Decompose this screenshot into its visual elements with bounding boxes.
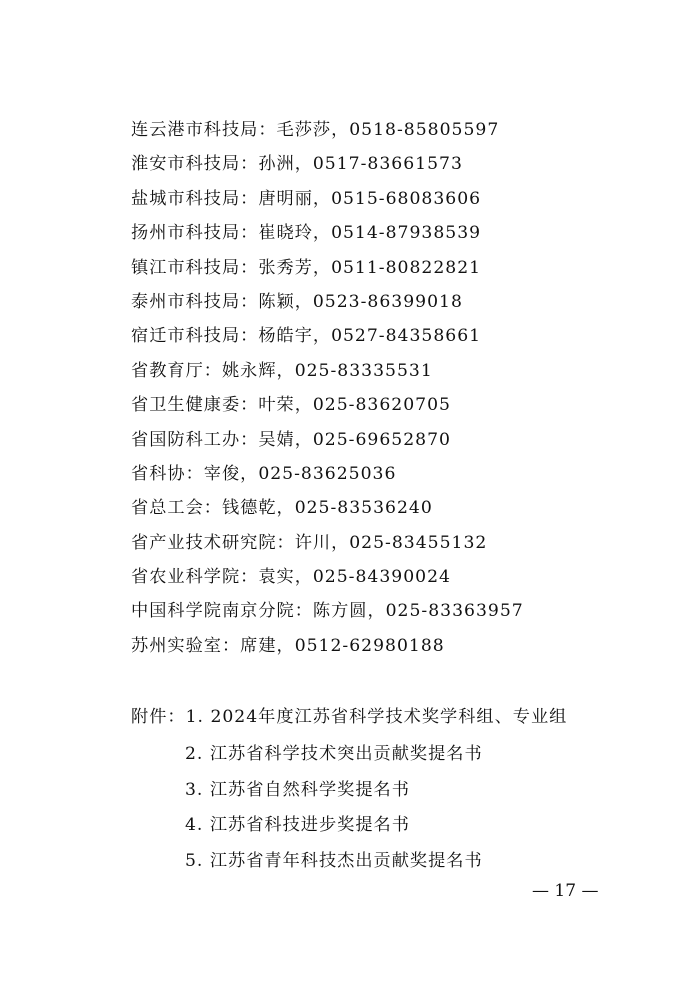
- attachments-label: 附件：: [131, 707, 186, 727]
- contact-line: 泰州市科技局：陈颖，0523-86399018: [131, 291, 463, 312]
- attachment-item: 1. 2024年度江苏省科学技术奖学科组、专业组: [185, 707, 568, 727]
- contact-line: 连云港市科技局：毛莎莎，0518-85805597: [131, 120, 500, 140]
- contact-line: 苏州实验室：席建，0512-62980188: [131, 635, 445, 656]
- attachment-item: 4. 江苏省科技进步奖提名书: [185, 815, 410, 835]
- contact-line: 淮安市科技局：孙洲，0517-83661573: [131, 154, 463, 175]
- contact-line: 省产业技术研究院：许川，025-83455132: [131, 532, 488, 553]
- contact-line: 省国防科工办：吴婧，025-69652870: [131, 429, 451, 450]
- contact-line: 省教育厅：姚永辉，025-83335531: [131, 360, 433, 381]
- attachment-item: 5. 江苏省青年科技杰出贡献奖提名书: [185, 850, 483, 871]
- attachments-heading: [131, 703, 567, 731]
- attachment-item: 2. 江苏省科学技术突出贡献奖提名书: [185, 744, 483, 764]
- page-number: — 17 —: [532, 881, 599, 901]
- attachment-item: 3. 江苏省自然科学奖提名书: [185, 779, 410, 800]
- contact-line: 中国科学院南京分院：陈方圆，025-83363957: [131, 601, 524, 622]
- contact-line: 盐城市科技局：唐明丽，0515-68083606: [131, 188, 482, 209]
- contact-line: 省总工会：钱德乾，025-83536240: [131, 498, 433, 519]
- contact-line: 省科协：宰俊，025-83625036: [131, 463, 397, 484]
- attachment-list: [185, 740, 483, 882]
- contact-line: 宿迁市科技局：杨皓宇，0527-84358661: [131, 326, 482, 347]
- contact-list: [131, 116, 524, 666]
- contact-line: 省农业科学院：袁实，025-84390024: [131, 567, 451, 588]
- contact-line: 省卫生健康委：叶荣，025-83620705: [131, 395, 451, 416]
- contact-line: 扬州市科技局：崔晓玲，0514-87938539: [131, 223, 482, 244]
- contact-line: 镇江市科技局：张秀芳，0511-80822821: [131, 257, 482, 278]
